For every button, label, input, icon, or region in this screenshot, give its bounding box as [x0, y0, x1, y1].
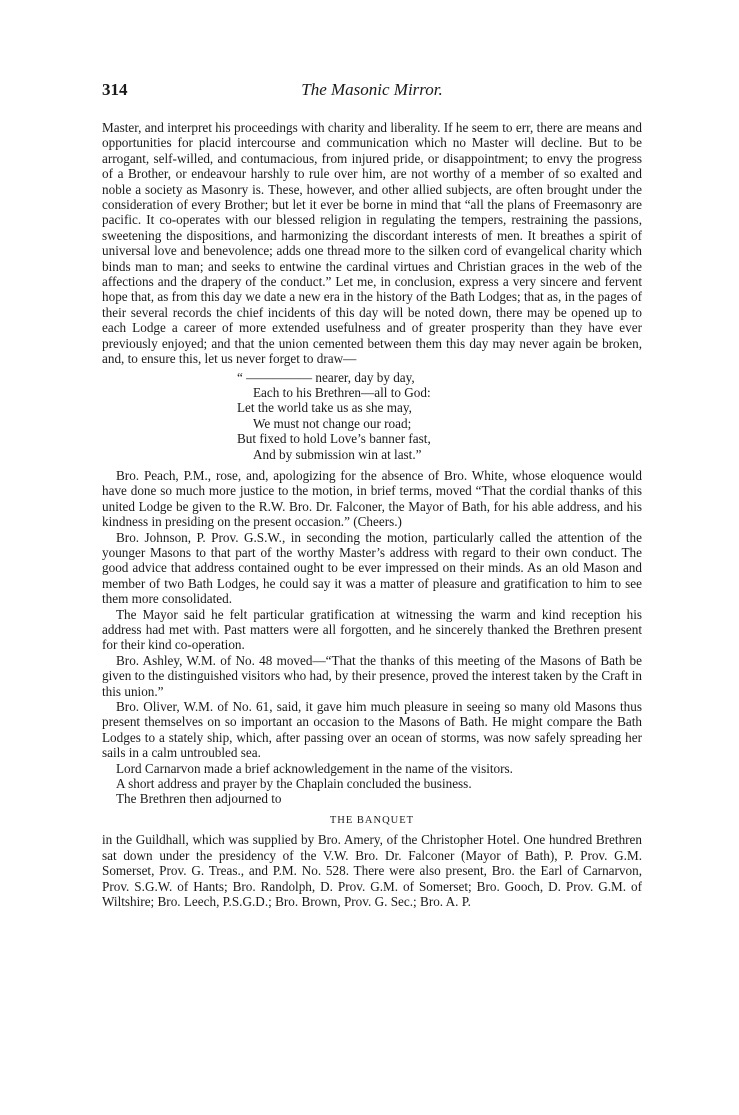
paragraph: in the Guildhall, which was supplied by Bro. Amery, of the Christopher Hotel. One hundred Brethren sat down under the presidency of the V.W. Bro. Dr. Falconer (Mayor of Bath), P. Prov. G.M. Somerset, Prov. G. Treas., and P.M. No. 528. There were also present, Bro. the Earl of Carnarvon, Prov. S.G.W. of Hants; Bro. Randolph, D. Prov. G.M. of Somerset; Bro. Gooch, D. Prov. G.M. of Wiltshire; Bro. Leech, P.S.G.D.; Bro. Brown, Prov. G. Sec.; Bro. A. P.	[102, 832, 642, 909]
paragraph: Master, and interpret his proceedings with charity and liberality. If he seem to err, there are means and opportunities for placid intercourse and communication which no Master will decline. But to be arrogant, self-willed, and contumacious, from injured pride, or disappointment; to envy the progress of a Brother, or endeavour harshly to rule over him, are not worthy of a member of so exalted and noble a society as Masonry is. These, however, and other allied subjects, are often brought under the consideration of every Brother; but let it ever be borne in mind that “all the plans of Freemasonry are pacific. It co-operates with our blessed religion in regulating the tempers, restraining the passions, sweetening the dispositions, and harmonizing the discordant interests of men. It breathes a spirit of universal love and benevolence; adds one thread more to the silken cord of evangelical charity which binds man to man; and seeks to entwine the cardinal virtues and Christian graces in the web of the affections and the drapery of the conduct.” Let me, in conclusion, express a very sincere and fervent hope that, as from this day we date a new era in the history of the Bath Lodges; that as, in the pages of their several records the chief incidents of this day will be noted down, there may be opened up to each Lodge a career of more extended usefulness and of greater prosperity than they have ever previously enjoyed; and that the union cemented between them this day may never again be broken, and, to ensure this, let us never forget to draw—	[102, 120, 642, 367]
page-header	[102, 80, 642, 104]
paragraph: Bro. Oliver, W.M. of No. 61, said, it gave him much pleasure in seeing so many old Masons thus present themselves on so important an occasion to the Masons of Bath. He might compare the Bath Lodges to a stately ship, which, after passing over an ocean of storms, was now safely spreading her sails in a calm untroubled sea.	[102, 699, 642, 761]
verse-line: “ ————— nearer, day by day,	[237, 369, 415, 385]
paragraph: A short address and prayer by the Chaplain concluded the business.	[116, 776, 472, 792]
paragraph: The Brethren then adjourned to	[116, 791, 282, 807]
paragraph: Bro. Ashley, W.M. of No. 48 moved—“That the thanks of this meeting of the Masons of Bath be given to the distinguished visitors who had, by their presence, proved the interest taken by the Craft in this union.”	[102, 652, 642, 699]
paragraph: Bro. Peach, P.M., rose, and, apologizing for the absence of Bro. White, whose eloquence would have done so much more justice to the motion, in brief terms, moved “That the cordial thanks of this united Lodge be given to the R.W. Bro. Dr. Falconer, the Mayor of Bath, for his able address, and his kindness in presiding on the present occasion.” (Cheers.)	[102, 467, 642, 530]
paragraph: Bro. Johnson, P. Prov. G.S.W., in seconding the motion, particularly called the attention of the younger Masons to that part of the worthy Master’s address with regard to their own conduct. The good advice that address contained ought to be ever impressed on their minds. As an old Mason and member of two Bath Lodges, he could say it was a matter of pleasure and gratification to him to see them more consolidated.	[102, 529, 642, 607]
verse-line: We must not change our road;	[253, 415, 412, 431]
running-title: The Masonic Mirror.	[301, 80, 443, 99]
section-heading: THE BANQUET	[329, 814, 415, 826]
verse-line: Each to his Brethren—all to God:	[253, 384, 431, 400]
paragraph: The Mayor said he felt particular gratification at witnessing the warm and kind reception his address had met with. Past matters were all forgotten, and he sincerely thanked the Brethren present for their kind co-operation.	[102, 606, 642, 653]
page-number: 314	[102, 80, 128, 99]
verse-line: But fixed to hold Love’s banner fast,	[237, 431, 431, 447]
verse-quote	[102, 370, 642, 462]
verse-line: And by submission win at last.”	[253, 446, 422, 462]
verse-line: Let the world take us as she may,	[237, 400, 412, 416]
paragraph: Lord Carnarvon made a brief acknowledgement in the name of the visitors.	[116, 760, 513, 776]
article-body	[102, 120, 642, 909]
